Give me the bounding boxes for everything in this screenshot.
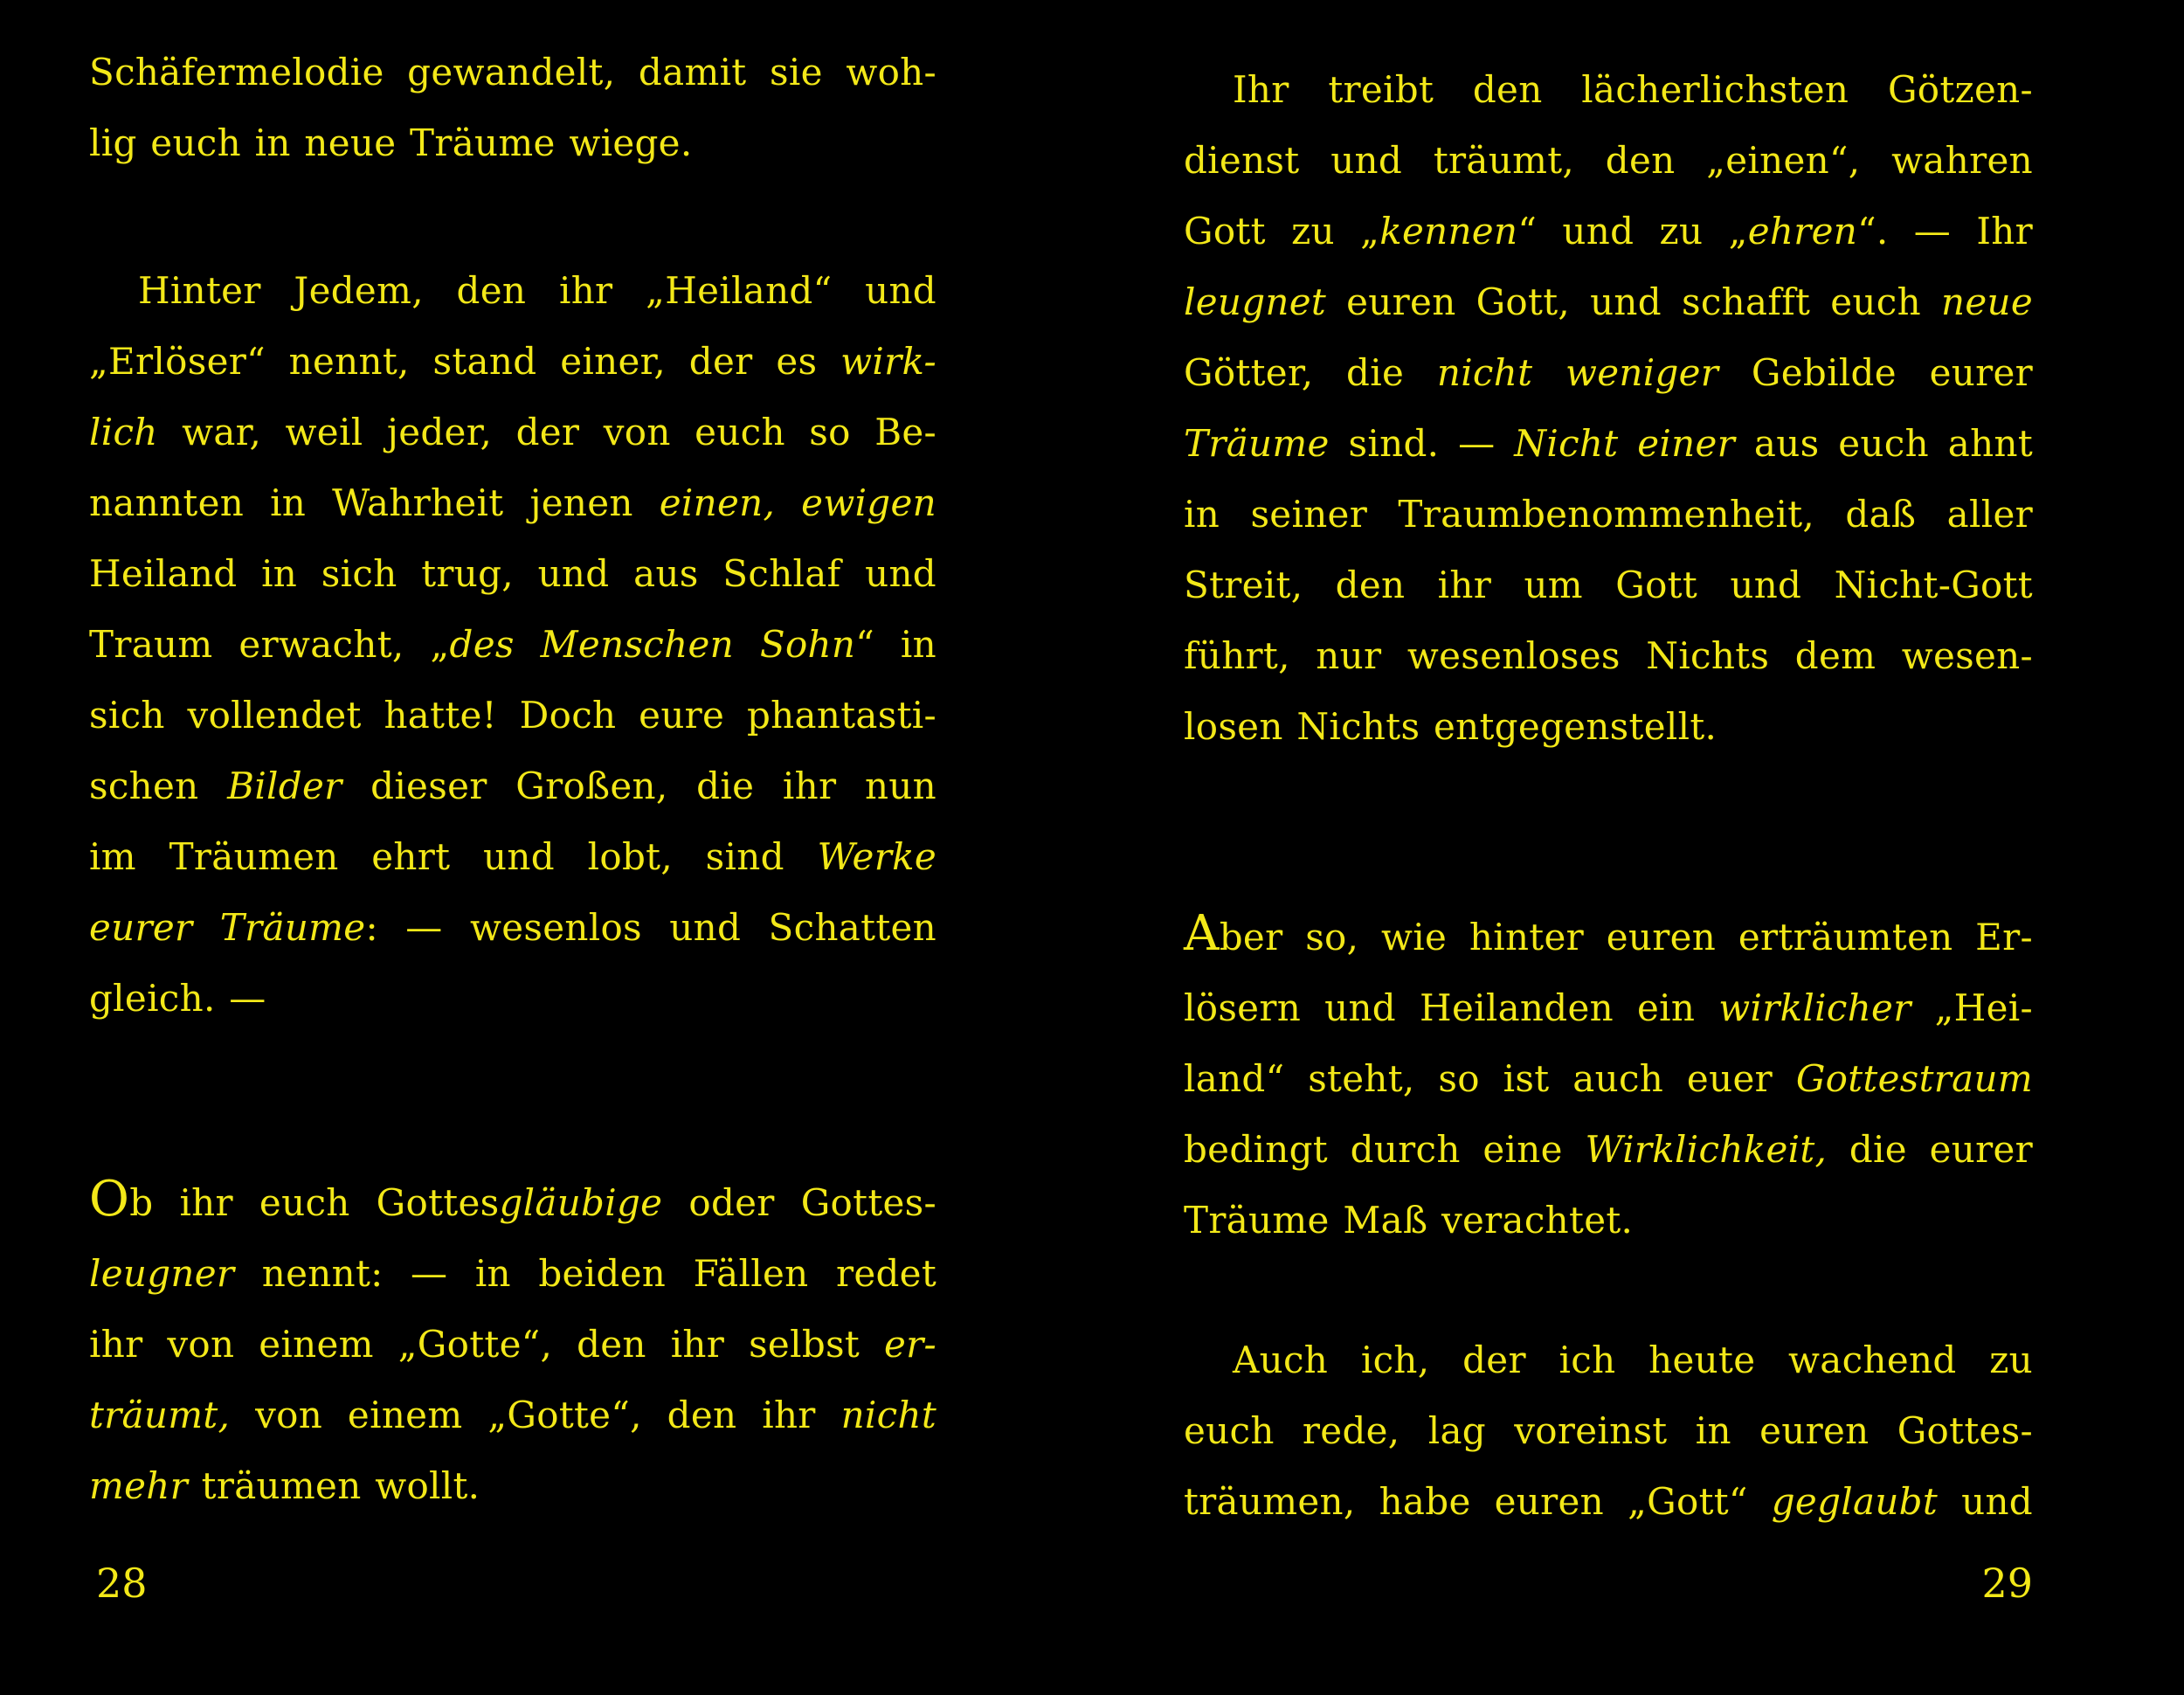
text-line: Auch ich, der ich heute wachend zu — [1233, 1339, 2033, 1381]
text-line: nannten in Wahrheit jenen einen, ewigen — [89, 481, 936, 524]
initial-letter: O — [89, 1171, 130, 1228]
right-paragraph-3 — [1184, 1325, 2033, 1537]
text-line: eurer Träume: — wesenlos und Schatten — [89, 906, 937, 949]
text-line: Ihr treibt den lächerlichsten Götzen- — [1233, 68, 2033, 111]
left-page — [89, 0, 936, 1695]
text-line: losen Nichts entgegenstellt. — [1184, 705, 1717, 748]
text-line: Schäfermelodie gewandelt, damit sie woh- — [89, 51, 936, 93]
text-line: dienst und träumt, den „einen“, wahren — [1184, 139, 2033, 182]
text-line: Aber so, wie hinter euren erträumten Er- — [1184, 905, 2033, 962]
text-line: Streit, den ihr um Gott und Nicht-Gott — [1184, 564, 2033, 606]
text-line: lig euch in neue Träume wiege. — [89, 121, 693, 164]
text-line: führt, nur wesenloses Nichts dem wesen- — [1184, 634, 2033, 677]
initial-letter: A — [1184, 905, 1220, 962]
text-line: leugner nennt: — in beiden Fällen redet — [89, 1252, 936, 1295]
text-line: träumt, von einem „Gotte“, den ihr nicht — [89, 1394, 936, 1436]
text-line: gleich. — — [89, 977, 266, 1020]
text-line: sich vollendet hatte! Doch eure phantasti- — [89, 694, 936, 737]
text-line: Gott zu „kennen“ und zu „ehren“. — Ihr — [1184, 210, 2033, 253]
right-paragraph-1 — [1184, 54, 2033, 762]
text-line: land“ steht, so ist auch euer Gottestraum — [1184, 1057, 2033, 1100]
left-paragraph-2 — [89, 255, 936, 1034]
text-line: ihr von einem „Gotte“, den ihr selbst er- — [89, 1323, 936, 1366]
text-line: bedingt durch eine Wirklichkeit, die eurer — [1184, 1128, 2033, 1171]
text-line: Heiland in sich trug, und aus Schlaf und — [89, 552, 936, 595]
text-line: Traum erwacht, „des Menschen Sohn“ in — [89, 623, 936, 666]
text-line: schen Bilder dieser Großen, die ihr nun — [89, 764, 936, 807]
text-line: lich war, weil jeder, der von euch so Be- — [89, 411, 936, 453]
page-number: 28 — [96, 1560, 148, 1607]
text-line: Hinter Jedem, den ihr „Heiland“ und — [138, 269, 936, 312]
right-paragraph-2 — [1184, 902, 2033, 1256]
text-line: „Erlöser“ nennt, stand einer, der es wirk- — [89, 340, 936, 383]
text-line: leugnet euren Gott, und schafft euch neue — [1184, 280, 2033, 323]
page-number: 29 — [1981, 1560, 2033, 1607]
left-paragraph-3 — [89, 1167, 936, 1521]
text-line: Träume Maß verachtet. — [1184, 1199, 1634, 1242]
text-line: Götter, die nicht weniger Gebilde eurer — [1184, 351, 2033, 394]
right-page — [1184, 0, 2033, 1695]
text-line: Ob ihr euch Gottesgläubige oder Gottes- — [89, 1171, 936, 1228]
text-line: träumen, habe euren „Gott“ geglaubt und — [1184, 1480, 2033, 1523]
text-line: in seiner Traumbenommenheit, daß aller — [1184, 493, 2033, 536]
text-line: im Träumen ehrt und lobt, sind Werke — [89, 835, 936, 878]
left-paragraph-1 — [89, 37, 936, 178]
text-line: lösern und Heilanden ein wirklicher „Hei- — [1184, 986, 2033, 1029]
text-line: mehr träumen wollt. — [89, 1464, 480, 1507]
text-line: Träume sind. — Nicht einer aus euch ahnt — [1184, 422, 2033, 465]
text-line: euch rede, lag voreinst in euren Gottes- — [1184, 1409, 2033, 1452]
